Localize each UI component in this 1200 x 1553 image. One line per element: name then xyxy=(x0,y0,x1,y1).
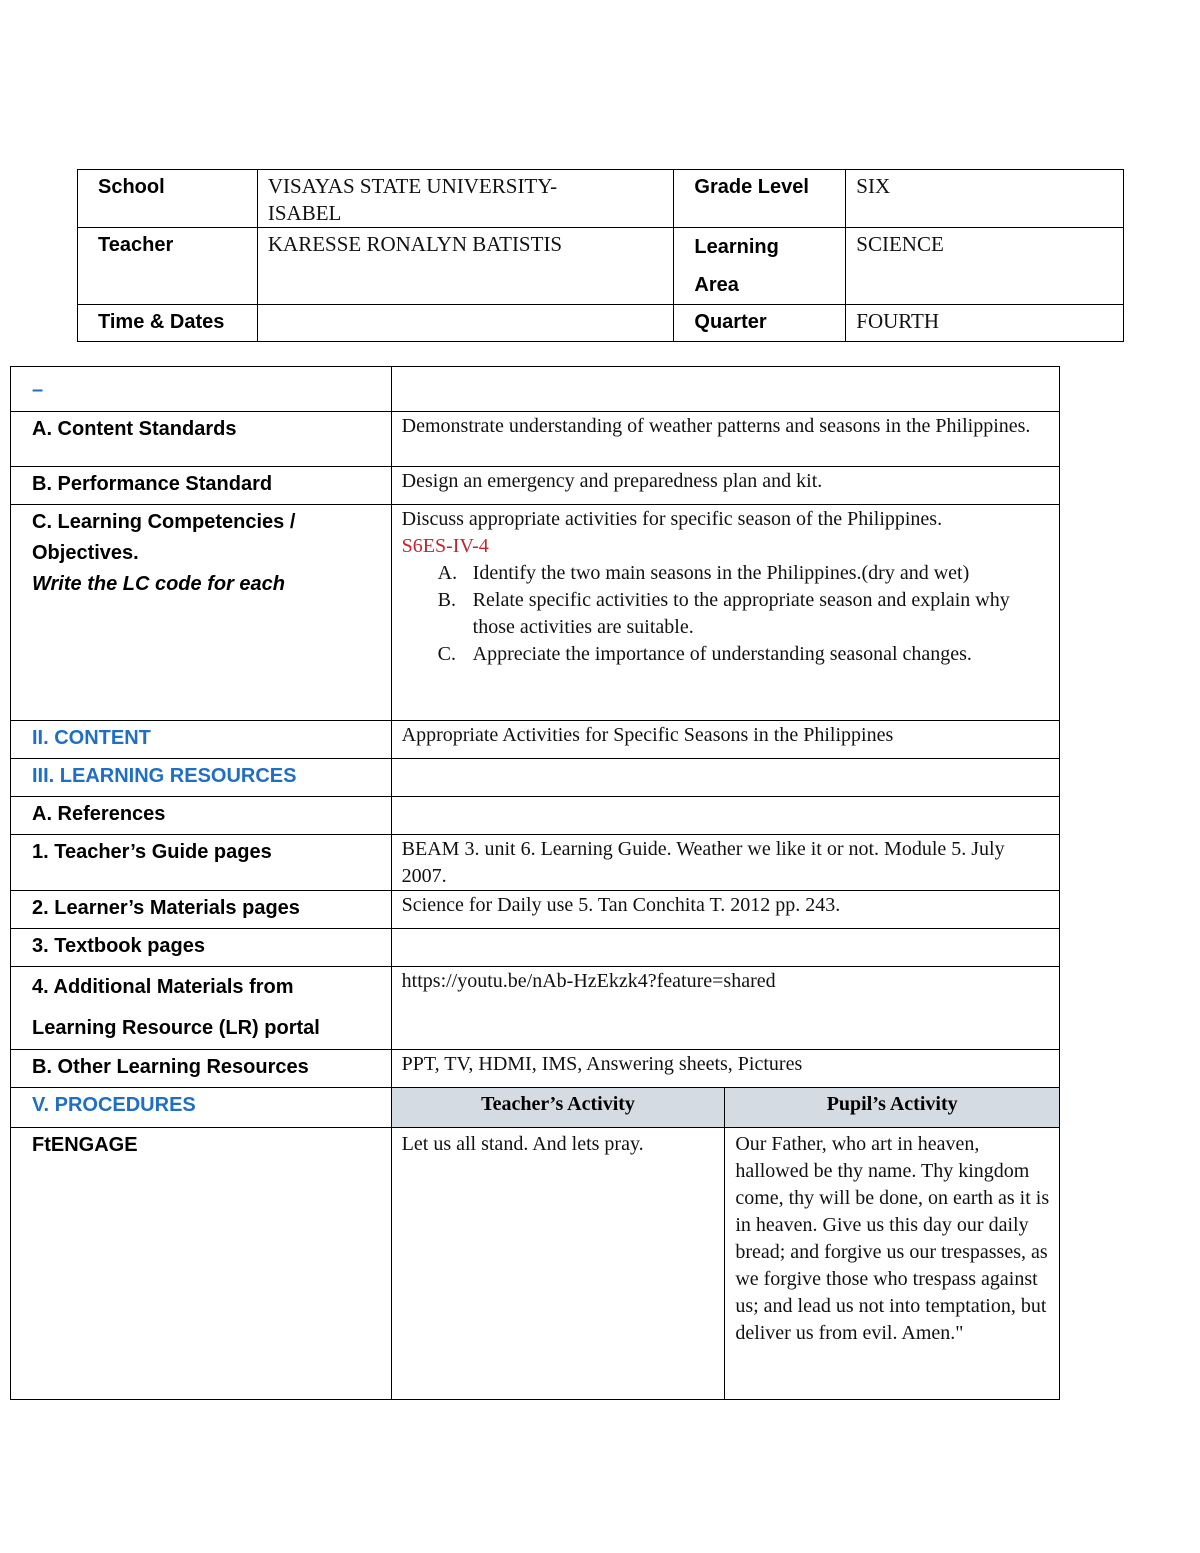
textbook-value xyxy=(391,929,1059,967)
content-standards-value: Demonstrate understanding of weather patterns and seasons in the Philippines. xyxy=(391,412,1059,467)
learning-resources-value xyxy=(391,759,1059,797)
teacher-label: Teacher xyxy=(78,228,258,305)
procedures-label: V. PROCEDURES xyxy=(11,1088,392,1128)
learning-resources-label: III. LEARNING RESOURCES xyxy=(11,759,392,797)
objective-text: Appreciate the importance of understanding seasonal changes. xyxy=(472,643,972,665)
additional-materials-label xyxy=(11,967,392,1050)
references-value xyxy=(391,797,1059,835)
engage-teacher-activity: Let us all stand. And lets pray. xyxy=(391,1128,725,1400)
additional-materials-line2: Learning Resource (LR) portal xyxy=(32,1017,320,1039)
grade-label: Grade Level xyxy=(674,170,846,228)
other-resources-value: PPT, TV, HDMI, IMS, Answering sheets, Pictures xyxy=(391,1050,1059,1088)
learners-materials-value: Science for Daily use 5. Tan Conchita T. 2012 pp. 243. xyxy=(391,891,1059,929)
objective-text: Identify the two main seasons in the Philippines.(dry and wet) xyxy=(472,562,970,584)
content-label: II. CONTENT xyxy=(11,721,392,759)
engage-pupil-activity: Our Father, who art in heaven, hallowed be thy name. Thy kingdom come, thy will be done, on earth as it is in heaven. Give us this day our daily bread; and forgive us our trespasses, as we forgive those who trespass against us; and lead us not into temptation, but deliver us from evil. Amen." xyxy=(725,1128,1060,1400)
additional-materials-line1: 4. Additional Materials from xyxy=(32,976,294,998)
performance-standard-value: Design an emergency and preparedness plan and kit. xyxy=(391,467,1059,505)
content-value: Appropriate Activities for Specific Seasons in the Philippines xyxy=(391,721,1059,759)
school-value-line1: VISAYAS STATE UNIVERSITY- xyxy=(267,174,558,198)
school-value xyxy=(257,170,674,228)
grade-value: SIX xyxy=(846,170,1124,228)
area-label xyxy=(674,228,846,305)
objective-item xyxy=(438,641,1051,668)
other-resources-label: B. Other Learning Resources xyxy=(11,1050,392,1088)
time-label: Time & Dates xyxy=(78,305,258,342)
additional-materials-link[interactable]: https://youtu.be/nAb-HzEkzk4?feature=shared xyxy=(391,967,1059,1050)
objective-marker: A. xyxy=(437,562,458,584)
quarter-label: Quarter xyxy=(674,305,846,342)
school-value-line2: ISABEL xyxy=(267,201,342,225)
objective-marker: B. xyxy=(437,589,457,611)
teacher-value: KARESSE RONALYN BATISTIS xyxy=(257,228,674,305)
performance-standard-label: B. Performance Standard xyxy=(11,467,392,505)
objective-text: Relate specific activities to the appropriate season and explain why those activities are suitable. xyxy=(472,589,1010,638)
area-value: SCIENCE xyxy=(846,228,1124,305)
time-value xyxy=(257,305,674,342)
learners-materials-label: 2. Learner’s Materials pages xyxy=(11,891,392,929)
school-label: School xyxy=(78,170,258,228)
teacher-activity-header: Teacher’s Activity xyxy=(391,1088,725,1128)
first-row-mark: – xyxy=(11,367,392,412)
teachers-guide-value: BEAM 3. unit 6. Learning Guide. Weather we like it or not. Module 5. July 2007. xyxy=(391,835,1059,891)
objective-item xyxy=(438,560,1051,587)
textbook-label: 3. Textbook pages xyxy=(11,929,392,967)
competencies-label-line3: Write the LC code for each xyxy=(32,573,286,595)
objective-item xyxy=(438,587,1051,641)
competencies-label-line2: Objectives. xyxy=(32,542,139,564)
first-row-empty xyxy=(391,367,1059,412)
teachers-guide-label: 1. Teacher’s Guide pages xyxy=(11,835,392,891)
objective-marker: C. xyxy=(437,643,457,665)
pupil-activity-header: Pupil’s Activity xyxy=(725,1088,1060,1128)
lesson-plan-table xyxy=(10,366,1060,1400)
area-label-line1: Learning xyxy=(694,236,779,258)
competencies-intro: Discuss appropriate activities for specific season of the Philippines. xyxy=(401,508,943,530)
competencies-label-line1: C. Learning Competencies / xyxy=(32,511,296,533)
competency-code: S6ES-IV-4 xyxy=(401,535,489,557)
engage-label: FtENGAGE xyxy=(11,1128,392,1400)
competencies-label xyxy=(11,505,392,721)
quarter-value: FOURTH xyxy=(846,305,1124,342)
competencies-value xyxy=(391,505,1059,721)
content-standards-label: A. Content Standards xyxy=(11,412,392,467)
objectives-list xyxy=(402,560,1051,668)
header-table xyxy=(77,169,1124,342)
references-label: A. References xyxy=(11,797,392,835)
area-label-line2: Area xyxy=(694,274,739,296)
